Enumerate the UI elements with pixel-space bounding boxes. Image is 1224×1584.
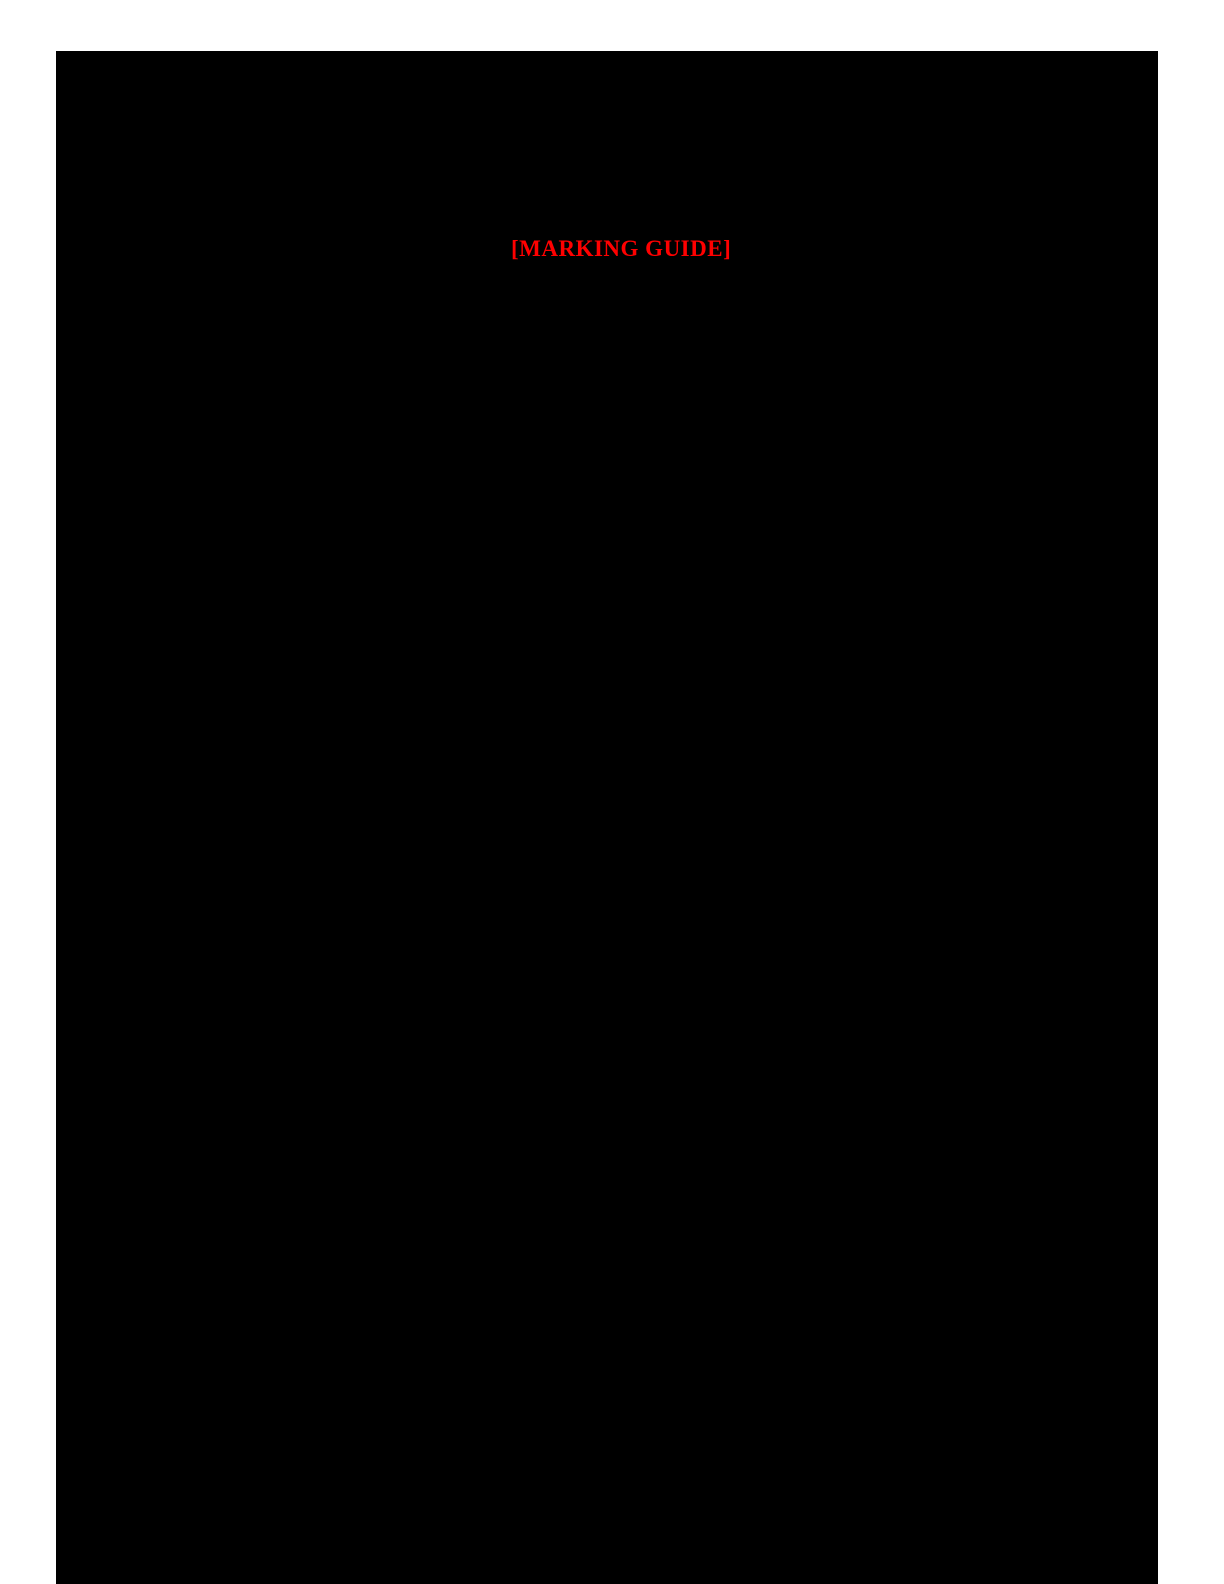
marking-guide-label: [MARKING GUIDE] (511, 236, 732, 261)
document-page (56, 51, 1158, 1584)
